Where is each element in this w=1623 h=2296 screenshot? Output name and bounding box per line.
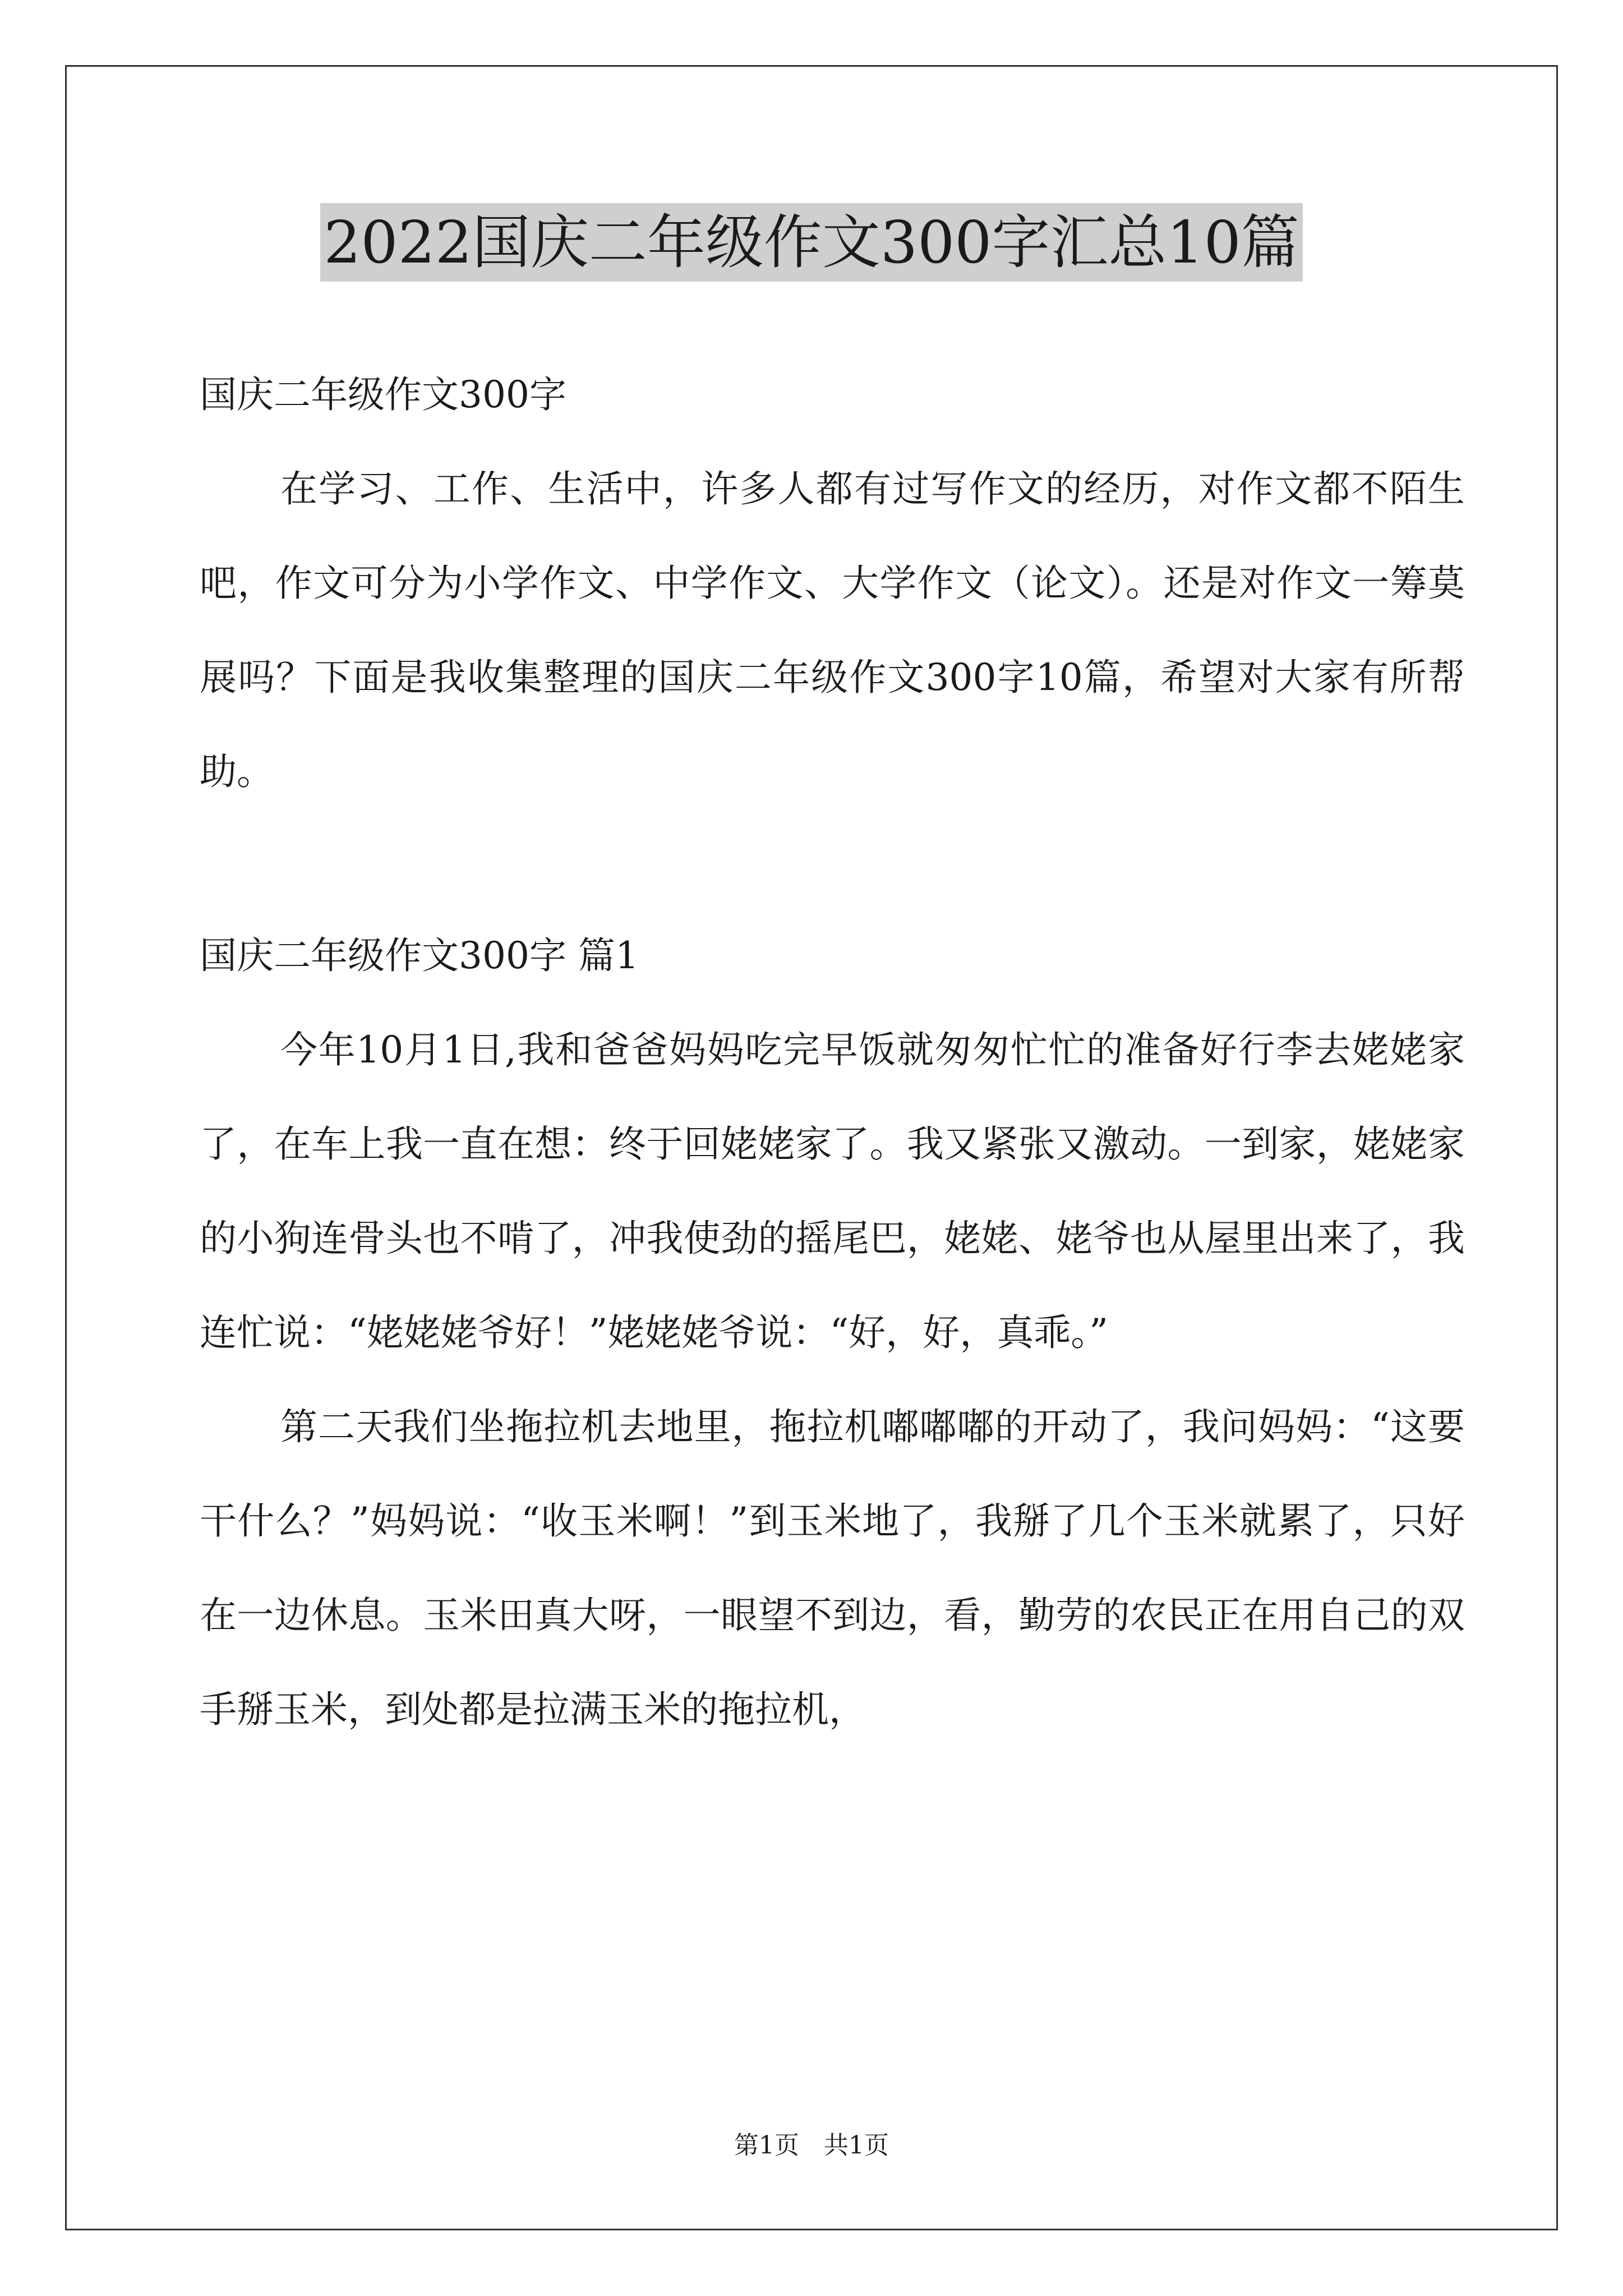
section-1-paragraph-2: 第二天我们坐拖拉机去地里，拖拉机嘟嘟嘟的开动了，我问妈妈：“这要干什么？”妈妈说：“收玉米啊！”到玉米地了，我掰了几个玉米就累了，只好在一边休息。玉米田真大呀，一眼望不到边，看，勤劳的农民正在用自己的双手掰玉米，到处都是拉满玉米的拖拉机， (200, 1405, 1465, 1731)
section-1-paragraph-1: 今年10月1日,我和爸爸妈妈吃完早饭就匆匆忙忙的准备好行李去姥姥家了，在车上我一直在想：终于回姥姥家了。我又紧张又激动。一到家，姥姥家的小狗连骨头也不啃了，冲我使劲的摇尾巴，姥姥、姥爷也从屋里出来了，我连忙说：“姥姥姥爷好！”姥姥姥爷说：“好，好，真乖。” (200, 1028, 1465, 1354)
page-footer: 第1页 共1页 (734, 2131, 889, 2160)
document-title: 2022国庆二年级作文300字汇总10篇 (320, 203, 1303, 282)
document-body (200, 348, 1465, 1757)
section-spacer (200, 819, 1465, 909)
title-container (0, 203, 1623, 282)
intro-paragraph: 在学习、工作、生活中，许多人都有过写作文的经历，对作文都不陌生吧，作文可分为小学作文、中学作文、大学作文（论文）。还是对作文一筹莫展吗？下面是我收集整理的国庆二年级作文300字10篇，希望对大家有所帮助。 (200, 467, 1465, 793)
section-1-heading: 国庆二年级作文300字 篇1 (200, 934, 639, 977)
intro-heading: 国庆二年级作文300字 (200, 373, 566, 416)
